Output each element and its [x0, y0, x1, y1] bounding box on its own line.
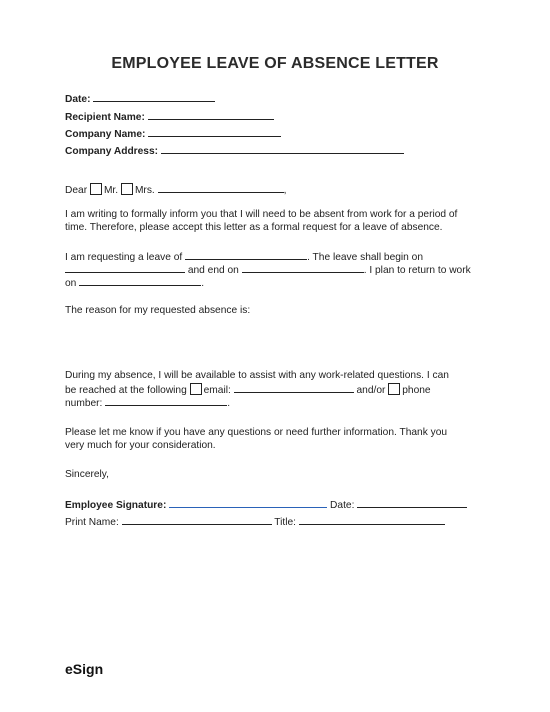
phone-number-field[interactable] — [105, 395, 227, 406]
address-label: Company Address — [65, 146, 155, 157]
email-field[interactable] — [234, 382, 354, 393]
company-label: Company Name — [65, 129, 142, 140]
closing: Sincerely, — [65, 469, 109, 480]
salutation-line: Dear Mr. Mrs. , — [65, 182, 286, 197]
signature-label: Employee Signature — [65, 500, 163, 511]
title-label: Title: — [274, 517, 296, 528]
signature-field[interactable] — [169, 497, 327, 508]
para1-line2: time. Therefore, please accept this letter as a formal request for a leave of absence. — [65, 222, 443, 233]
number-label: number: — [65, 398, 103, 409]
date-field[interactable] — [93, 91, 215, 102]
address-line: Company Address: — [65, 143, 404, 158]
esign-logo: eSign — [65, 661, 104, 677]
begin-label: . The leave shall begin on — [307, 252, 423, 263]
email-label: email: — [203, 385, 231, 396]
date-line: Date: — [65, 91, 215, 106]
andor-label: and/or — [356, 385, 386, 396]
signature-date-label: Date: — [330, 500, 355, 511]
phone-checkbox[interactable] — [388, 383, 400, 395]
para1-line1: I am writing to formally inform you that I will need to be absent from work for a period of — [65, 209, 458, 220]
return-date-field[interactable] — [79, 275, 201, 286]
title-field[interactable] — [299, 514, 445, 525]
leave-type-label: I am requesting a leave of — [65, 252, 183, 263]
mr-label: Mr. — [103, 185, 119, 196]
company-line: Company Name: — [65, 126, 281, 141]
end-date-field[interactable] — [242, 262, 364, 273]
signature-date-field[interactable] — [357, 497, 467, 508]
document-title: EMPLOYEE LEAVE OF ABSENCE LETTER — [111, 55, 439, 72]
date-label: Date — [65, 94, 88, 105]
signature-line: Employee Signature: Date: — [65, 497, 467, 512]
recipient-line: Recipient Name: — [65, 109, 274, 124]
return-label: . I plan to return to work — [363, 265, 471, 276]
para2-period: . — [201, 278, 205, 289]
reason-label: The reason for my requested absence is: — [65, 305, 251, 316]
on-label: on — [65, 278, 77, 289]
print-name-field[interactable] — [122, 514, 272, 525]
para4-line1: Please let me know if you have any questions or need further information. Thank you — [65, 427, 448, 438]
para3-line1: During my absence, I will be available to assist with any work-related questions. I can — [65, 370, 449, 381]
recipient-label: Recipient Name — [65, 112, 142, 123]
print-line — [65, 514, 445, 529]
recipient-field[interactable] — [148, 109, 274, 120]
para3-period: . — [227, 398, 231, 409]
dear-label: Dear — [65, 185, 88, 196]
salutation-name-field[interactable] — [158, 182, 284, 193]
leave-type-field[interactable] — [185, 249, 307, 260]
phone-label: phone — [402, 385, 431, 396]
email-checkbox[interactable] — [190, 383, 202, 395]
end-label: and end on — [187, 265, 239, 276]
start-date-field[interactable] — [65, 262, 185, 273]
para3-line3 — [65, 395, 230, 410]
contact-label: be reached at the following — [65, 385, 187, 396]
address-field[interactable] — [161, 143, 404, 154]
mrs-label: Mrs. — [134, 185, 155, 196]
mr-checkbox[interactable] — [90, 183, 102, 195]
mrs-checkbox[interactable] — [121, 183, 133, 195]
para4-line2: very much for your consideration. — [65, 440, 216, 451]
para2-line3 — [65, 275, 204, 290]
company-field[interactable] — [148, 126, 281, 137]
print-name-label: Print Name: — [65, 517, 119, 528]
